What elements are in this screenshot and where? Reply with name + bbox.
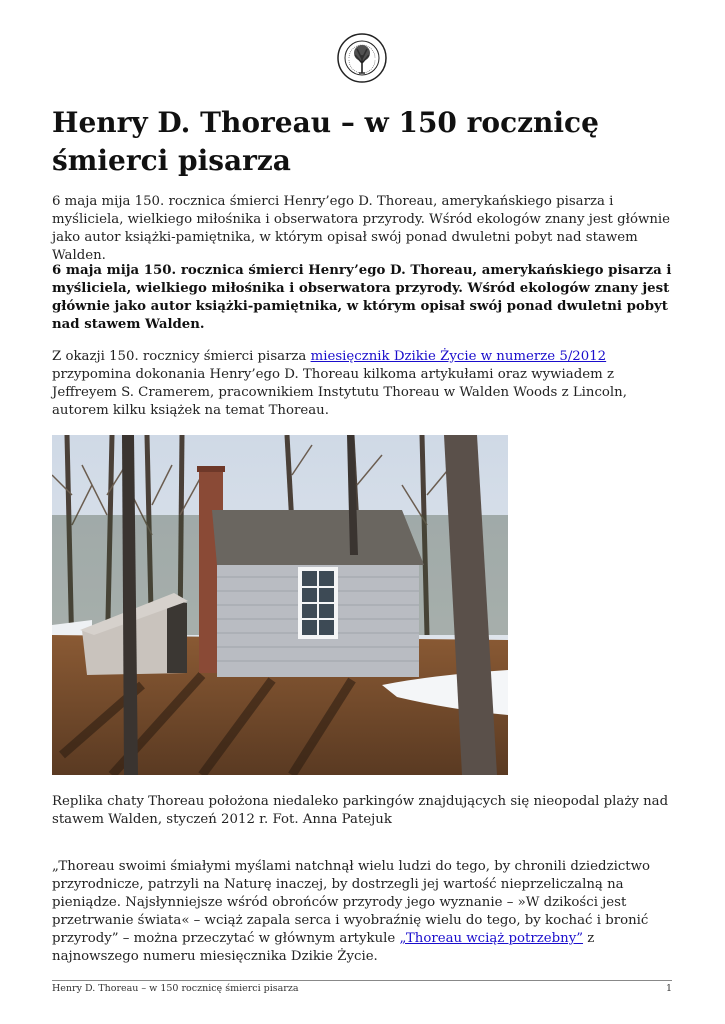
footer-title: Henry D. Thoreau – w 150 rocznicę śmierci pisarza [52, 983, 299, 994]
paragraph-text: Z okazji 150. rocznicy śmierci pisarza [52, 349, 311, 364]
article-title: Henry D. Thoreau – w 150 rocznicę śmierci pisarza [52, 106, 599, 177]
footer-divider [52, 980, 672, 981]
page-number: 1 [666, 983, 673, 994]
intro-paragraph: 6 maja mija 150. rocznica śmierci Henry’ego D. Thoreau, amerykańskiego pisarza i myśliciela, wielkiego miłośnika i obserwatora przyrody. Wśród ekologów znany jest głównie jako autor książki-pamiętnika, w którym opisał swój ponad dwuletni pobyt nad stawem Walden. [52, 194, 671, 263]
paragraph-text: przypomina dokonania Henry’ego D. Thoreau kilkoma artykułami oraz wywiadem z Jeffreyem S. Cramerem, pracownikiem Instytutu Thoreau w Walden Woods z Lincoln, autorem kilku książek na temat Thoreau. [52, 367, 627, 418]
paragraph-quote [52, 858, 674, 966]
paragraph-text: „Thoreau swoimi śmiałymi myślami natchnął wielu ludzi do tego, by chronili dziedzictwo przyrodnicze, patrzyli na Naturę inaczej, by dostrzegli jej wartość nieprzeliczalną na pieniądze. Najsłynniejsze wśród obrońców przyrody jego wyznanie – »W dzikości jest przetrwanie świata« – wciąż zapala serca i wyobraźnię wielu do tego, by kochać i bronić przyrody” – można przeczytać w głównym artykule [52, 859, 651, 946]
magazine-issue-link[interactable]: miesięcznik Dzikie Życie w numerze 5/2012 [310, 349, 607, 364]
main-article-link[interactable]: „Thoreau wciąż potrzebny” [399, 931, 584, 946]
photo-caption: Replika chaty Thoreau położona niedaleko parkingów znajdujących się nieopodal plaży nad stawem Walden, styczeń 2012 r. Fot. Anna Patejuk [52, 794, 669, 827]
cabin-photo [52, 435, 508, 775]
paragraph-occasion [52, 348, 674, 420]
organization-logo [337, 33, 387, 83]
paragraph-text: z najnowszego numeru miesięcznika Dzikie Życie. [52, 931, 595, 964]
lead-paragraph: 6 maja mija 150. rocznica śmierci Henry’ego D. Thoreau, amerykańskiego pisarza i myśliciela, wielkiego miłośnika i obserwatora przyrody. Wśród ekologów znany jest głównie jako autor książki-pamiętnika, w którym opisał swój ponad dwuletni pobyt nad stawem Walden. [52, 263, 672, 332]
